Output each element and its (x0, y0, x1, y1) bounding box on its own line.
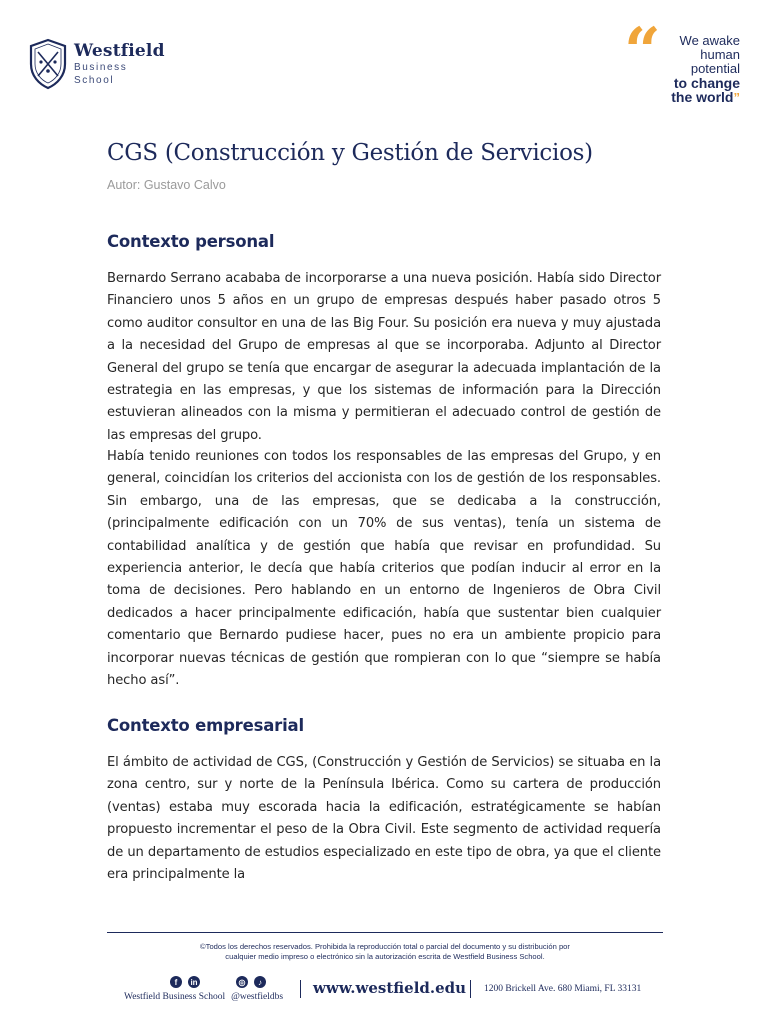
shield-crest-icon (28, 38, 68, 90)
slogan-line4: to change (673, 75, 740, 91)
logo-name: Westfield (74, 40, 165, 61)
copyright-line1: ©Todos los derechos reservados. Prohibida la reproducción total o parcial del documento y su distribución por (200, 942, 570, 951)
social-name: Westfield Business School (124, 992, 226, 1002)
linkedin-icon[interactable]: in (188, 976, 200, 988)
document-author: Autor: Gustavo Calvo (107, 178, 226, 192)
slogan-line5: the world (671, 89, 734, 105)
open-quote-mark: “ (624, 14, 661, 89)
tiktok-icon[interactable]: ♪ (254, 976, 266, 988)
slogan-line2: human (700, 47, 740, 62)
slogan-line5-wrap (671, 90, 740, 105)
footer-separator (470, 980, 471, 998)
social-links (124, 976, 294, 1002)
westfield-logo (28, 38, 165, 90)
slogan-line1: We awake (679, 33, 740, 48)
section-heading-contexto-personal: Contexto personal (107, 232, 275, 251)
document-title: CGS (Construcción y Gestión de Servicios) (107, 140, 593, 166)
logo-subtitle-line1: Business (74, 61, 128, 73)
copyright-line2: cualquier medio impreso o electrónico sin la autorización escrita de Westfield Business School. (225, 952, 545, 961)
close-quote-mark: ” (733, 90, 740, 105)
social-handle[interactable]: @westfieldbs (231, 992, 284, 1002)
slogan (624, 14, 744, 108)
footer-separator (300, 980, 301, 998)
footer-address: 1200 Brickell Ave. 680 Miami, FL 33131 (484, 984, 642, 994)
slogan-line3: potential (690, 61, 740, 76)
paragraph: Bernardo Serrano acababa de incorporarse a una nueva posición. Había sido Director Financiero unos 5 años en un grupo de empresas después haber pasado otros 5 como auditor consultor en una de las Big Four. Su posición era nueva y muy ajustada a la necesidad del Grupo de empresas al que se incorporaba. Adjunto al Director General del grupo se tenía que encargar de asegurar la adecuada implantación de la estrategia en las empresas, y que los sistemas de información para la Dirección estuvieran alineados con la misma y permitieran el adecuado control de gestión de las empresas del grupo. (107, 271, 661, 443)
paragraph: Había tenido reuniones con todos los responsables de las empresas del Grupo, y en general, coincidían los criterios del accionista con los de gestión de los responsables. Sin embargo, una de las empresas, que se dedicaba a la construcción, (principalmente edificación con un 70% de sus ventas), tenía un sistema de contabilidad analítica y de gestión que había que revisar en profundidad. Su experiencia anterior, le decía que había criterios que podían inducir al error en la toma de decisiones. Pero hablando en un entorno de Ingenieros de Obra Civil dedicados a hacer principalmente edificación, había que sustentar bien cualquier comentario que Bernardo pudiese hacer, pues no era un ambiente propicio para incorporar nuevas técnicas de gestión que rompieran con lo que “siempre se había hecho así”. (107, 449, 661, 689)
website-link[interactable]: www.westfield.edu (313, 979, 467, 997)
footer-divider (107, 932, 663, 933)
section-heading-contexto-empresarial: Contexto empresarial (107, 716, 304, 735)
logo-subtitle-line2: School (74, 74, 115, 86)
facebook-icon[interactable]: f (170, 976, 182, 988)
instagram-icon[interactable]: ◎ (236, 976, 248, 988)
paragraph: El ámbito de actividad de CGS, (Construcción y Gestión de Servicios) se situaba en la zona centro, sur y norte de la Península Ibérica. Como su cartera de producción (ventas) estaba muy escorada hacia la edificación, estratégicamente se habían propuesto incrementar el peso de la Obra Civil. Este segmento de actividad requería de un departamento de estudios especializado en este tipo de obra, ya que el cliente era principalmente la (107, 755, 661, 883)
copyright-notice (107, 942, 663, 962)
